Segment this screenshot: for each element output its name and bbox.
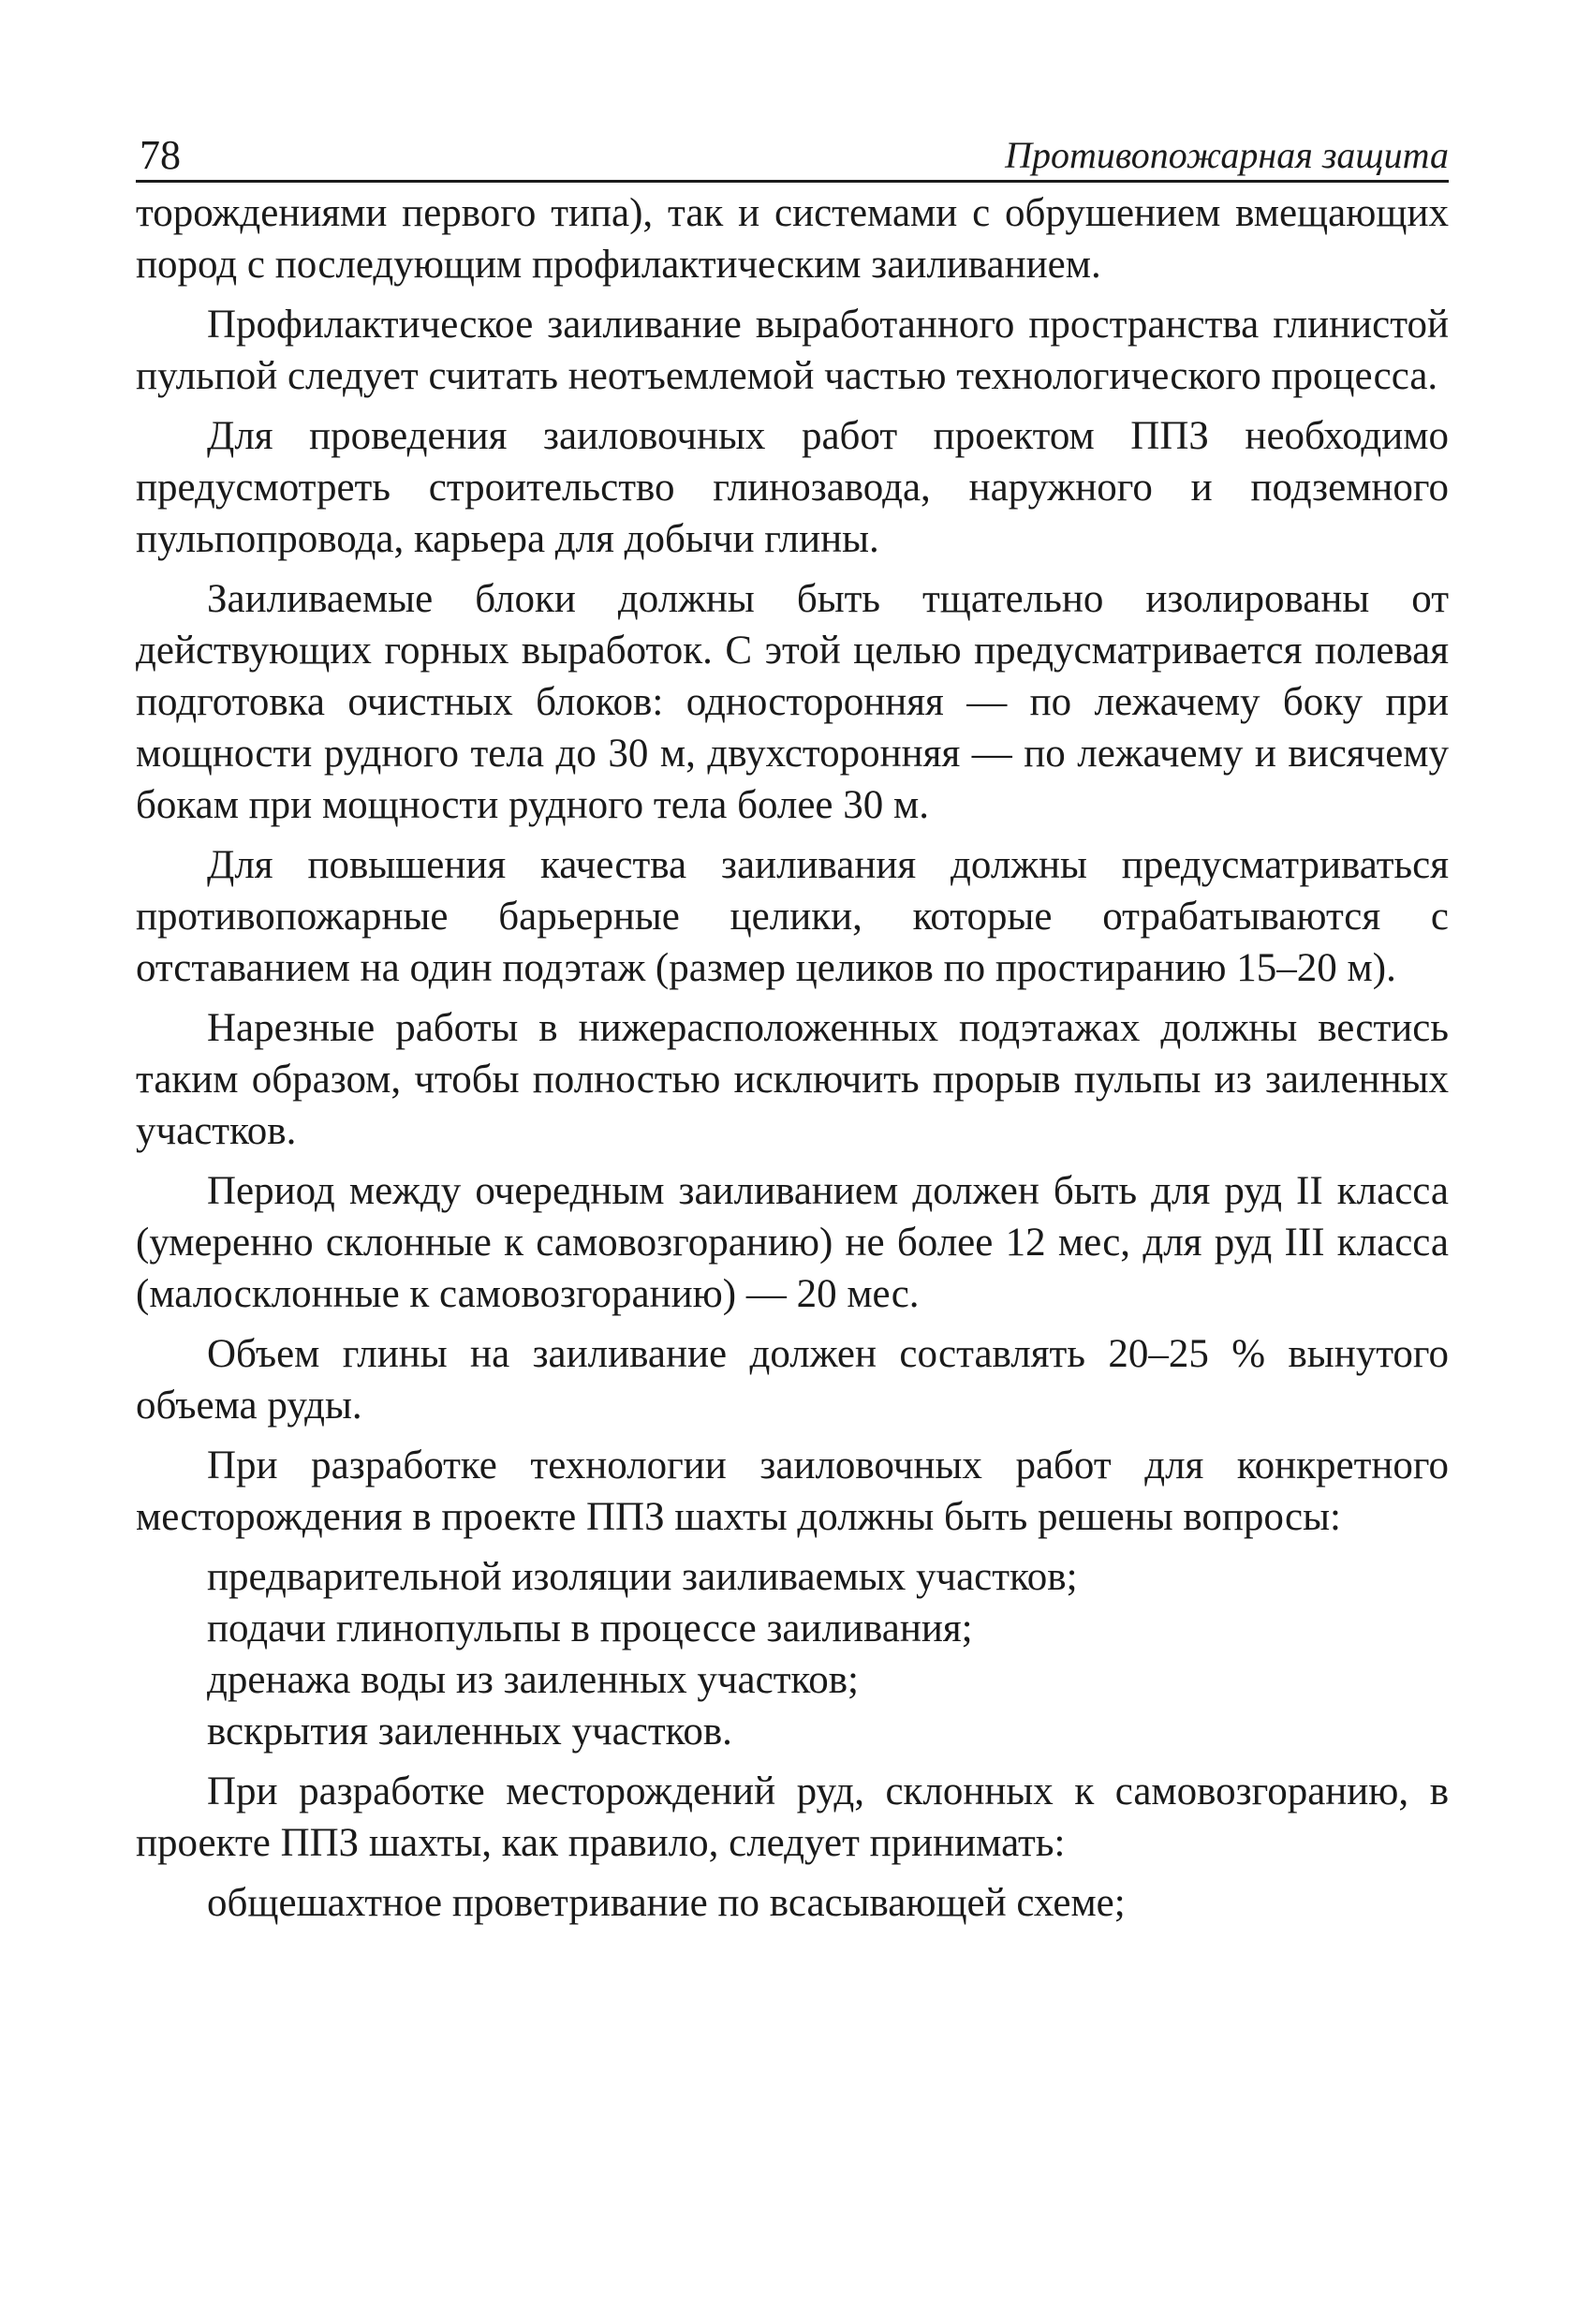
paragraph: Профилактическое заиливание выработанного пространства глинистой пульпой следует считать неотъемлемой частью технологического процесса. xyxy=(136,303,1449,398)
paragraph: Объем глины на заиливание должен составлять 20–25 % вынутого объема руды. xyxy=(136,1332,1449,1428)
paragraph: При разработке месторождений руд, склонных к самовозгоранию, в проекте ППЗ шахты, как правило, следует принимать: xyxy=(136,1769,1449,1865)
list-item: подачи глинопульпы в процессе заиливания; xyxy=(207,1606,973,1650)
list-item: предварительной изоляции заиливаемых участков; xyxy=(207,1555,1078,1599)
paragraph: При разработке технологии заиловочных работ для конкретного месторождения в проекте ППЗ шахты должны быть решены вопросы: xyxy=(136,1443,1449,1539)
list-item: общешахтное проветривание по всасывающей схеме; xyxy=(207,1881,1126,1925)
page-header xyxy=(136,131,1449,183)
list-item: дренажа воды из заиленных участков; xyxy=(207,1658,859,1702)
paragraph: Нарезные работы в нижерасположенных подэтажах должны вестись таким образом, чтобы полностью исключить прорыв пульпы из заиленных участков. xyxy=(136,1006,1449,1153)
running-title: Противопожарная защита xyxy=(1005,134,1449,176)
paragraph: Для проведения заиловочных работ проектом ППЗ необходимо предусмотреть строительство глинозавода, наружного и подземного пульпопровода, карьера для добычи глины. xyxy=(136,414,1449,561)
paragraph: Заиливаемые блоки должны быть тщательно изолированы от действующих горных выработок. С этой целью предусматривается полевая подготовка очистных блоков: односторонняя — по лежачему боку при мощности рудного тела до 30 м, двухсторонняя — по лежачему и висячему бокам при мощности рудного тела более 30 м. xyxy=(136,577,1449,827)
paragraph: Период между очередным заиливанием должен быть для руд II класса (умеренно склонные к самовозгоранию) не более 12 мес, для руд III класса (малосклонные к самовозгоранию) — 20 мес. xyxy=(136,1169,1449,1316)
page-number: 78 xyxy=(140,132,181,178)
list-item: вскрытия заиленных участков. xyxy=(207,1710,732,1754)
body-text xyxy=(136,187,1449,1929)
paragraph: торождениями первого типа), так и системами с обрушением вмещающих пород с последующим профилактическим заиливанием. xyxy=(136,191,1449,287)
paragraph: Для повышения качества заиливания должны предусматриваться противопожарные барьерные целики, которые отрабатываются с отставанием на один подэтаж (размер целиков по простиранию 15–20 м). xyxy=(136,843,1449,990)
